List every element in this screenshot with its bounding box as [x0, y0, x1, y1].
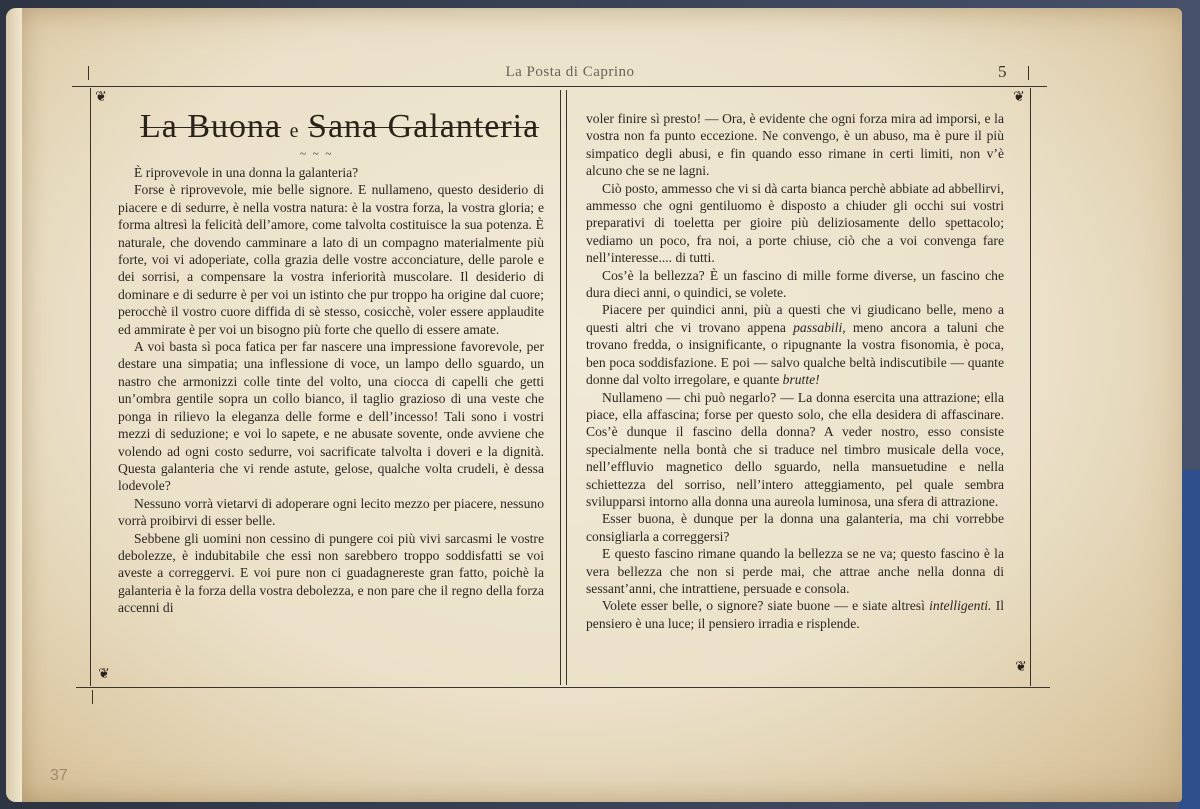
right-paragraph-4-a: Piacere per quindici anni, più a questi che vi giudicano belle, meno a questi altri che vi trovano appena	[586, 302, 1004, 335]
title-part-1: La Buona	[140, 108, 282, 145]
left-paragraph-4: Nessuno vorrà vietarvi di adoperare ogni lecito mezzo per piacere, nessuno vorrà proibirvi di esser belle.	[118, 495, 544, 529]
right-frame-line	[1030, 88, 1031, 686]
left-paragraph-1: È riprovevole in una donna la galanteria?	[134, 165, 359, 180]
right-paragraph-1: voler finire sì presto! — Ora, è evidente che ogni forza mira ad imporsi, e la vostra non fa punto eccezione. Ne convengo, è un abuso, ma è pure il più simpatico degli abusi, e fin quando esso rimane in certi limiti, non v’è alcuno che se ne lagni.	[586, 111, 1004, 179]
right-paragraph-8-a: Volete esser belle, o signore? siate buone — e siate altresì	[602, 598, 930, 614]
title-part-2: Sana Galanteria	[308, 108, 540, 145]
corner-ornament-bottom-left: ❦	[98, 667, 110, 682]
right-paragraph-5: Nullameno — chi può negarlo? — La donna esercita una attrazione; ella piace, ella affascina; forse per questo solo, che ella desidera di affascinare. Cos’è dunque il fascino della donna? A veder nostro, esso consiste specialmente nella bontà che si traduce nel timbro musicale della voce, nell’effluvio magnetico dello sguardo, nella mansuetudine e nella schiettezza del sorriso, nell’intero atteggiamento, pel quale sembra svilupparsi intorno alla donna una aureola luminosa, una sfera di attrazione.	[586, 389, 1004, 509]
right-paragraph-8	[586, 597, 1004, 632]
right-paragraph-4-b: meno ancora a taluni che trovano fredda, o insignificante, o ripugnante la vostra fisonomia, è poca, ben poca soddisfazione. E poi — salvo qualche beltà indiscutibile — quante donne dal volto irregolare, e quante	[586, 319, 1004, 388]
column-divider-left	[560, 90, 561, 685]
title-flourish: ~ ~ ~	[300, 148, 334, 160]
header-tick-right	[1028, 66, 1029, 80]
article-title	[140, 108, 540, 148]
left-frame-line	[90, 88, 91, 686]
top-rule	[72, 86, 1047, 87]
page-number: 5	[998, 62, 1007, 81]
corner-ornament-top-right: ❦	[1013, 90, 1025, 105]
left-paragraph-2: Forse è riprovevole, mie belle signore. E nullameno, questo desiderio di piacere e di sedurre, è nella vostra natura: è la vostra forza, la vostra gloria; e forma altresì la felicità dell’amore, come talvolta costituisce la sua potenza. È naturale, che dovendo camminare a lato di un compagno materialmente più forte, voi vi adoperiate, colla grazia delle vostre acconciature, delle parole e dei sorrisi, a compensare la vostra inferiorità muscolare. Il desiderio di dominare e di sedurre è per voi un istinto che pur troppo ha origine dal cuore; perocchè il vostro cuore diffida di sè stesso, cosicchè, voler essere applaudite ed ammirate è per voi un bisogno più forte che quello di essere amate.	[118, 182, 544, 337]
left-text-column	[118, 164, 544, 617]
bottom-rule	[76, 687, 1050, 688]
right-paragraph-3: Cos’è la bellezza? È un fascino di mille forme diverse, un fascino che dura dieci anni, o quindici, se volete.	[586, 267, 1004, 301]
left-paragraph-3: A voi basta sì poca fatica per far nascere una impressione favorevole, per destare una simpatia; una inflessione di voce, un lampo dello sguardo, un nastro che armonizzi colle tinte del volto, una ciocca di capelli che getti un’ombra gentile sopra un collo bianco, il taglio grazioso di una veste che ponga in rilievo la eleganza delle forme e dell’incesso! Tali sono i vostri mezzi di seduzione; e voi lo sapete, e ne abusate sovente, onde avviene che volendo ad ogni costo sedurre, voi sacrificate talvolta i doveri e la dignità. Questa galanteria che vi rende astute, gelose, qualche volta crudeli, è dessa lodevole?	[118, 339, 544, 494]
book-spine-shadow	[6, 8, 22, 802]
right-paragraph-4-italic-1: passabili,	[793, 319, 846, 335]
footer-tick	[92, 690, 93, 704]
right-paragraph-6: Esser buona, è dunque per la donna una galanteria, ma chi vorrebbe consigliarla a correggersi?	[586, 511, 1004, 544]
left-paragraph-5: Sebbene gli uomini non cessino di pungere coi più vivi sarcasmi le vostre debolezze, è indubitabile che essi non sarebbero troppo soddisfatti se voi aveste a correggervi. E voi pure non ci guadagnereste gran fatto, poichè la galanteria è la forza della vostra debolezza, e non pare che il regno della forza accenni di	[118, 530, 544, 616]
pencil-marginalia: 37	[50, 767, 68, 784]
corner-ornament-bottom-right: ❦	[1015, 660, 1027, 675]
running-title: La Posta di Caprino	[505, 64, 635, 80]
right-paragraph-4	[586, 301, 1004, 388]
right-paragraph-8-italic: intelligenti.	[929, 598, 992, 614]
title-joiner: e	[289, 120, 300, 142]
column-divider-right	[566, 90, 567, 685]
right-paragraph-7: E questo fascino rimane quando la bellezza se ne va; questo fascino è la vera bellezza che non si perde mai, che attrae anche nella donna di sessant’anni, che intrattiene, persuade e consola.	[586, 546, 1004, 596]
header-tick-left	[88, 66, 89, 80]
right-paragraph-4-italic-2: brutte!	[782, 372, 820, 388]
right-text-column	[586, 110, 1004, 632]
right-paragraph-8-b: Il pensiero è una luce; il pensiero irradia e risplende.	[586, 598, 1005, 631]
right-paragraph-2: Ciò posto, ammesso che vi si dà carta bianca perchè abbiate ad abbellirvi, ammesso che ogni gentiluomo è disposto a chiuder gli occhi sui vostri preparativi di toeletta per gioire più deliziosamente dello spettacolo; vediamo un poco, fra noi, a porte chiuse, ciò che a voi convenga fare nell’interesse.... di tutti.	[586, 180, 1004, 266]
corner-ornament-top-left: ❦	[95, 90, 107, 105]
